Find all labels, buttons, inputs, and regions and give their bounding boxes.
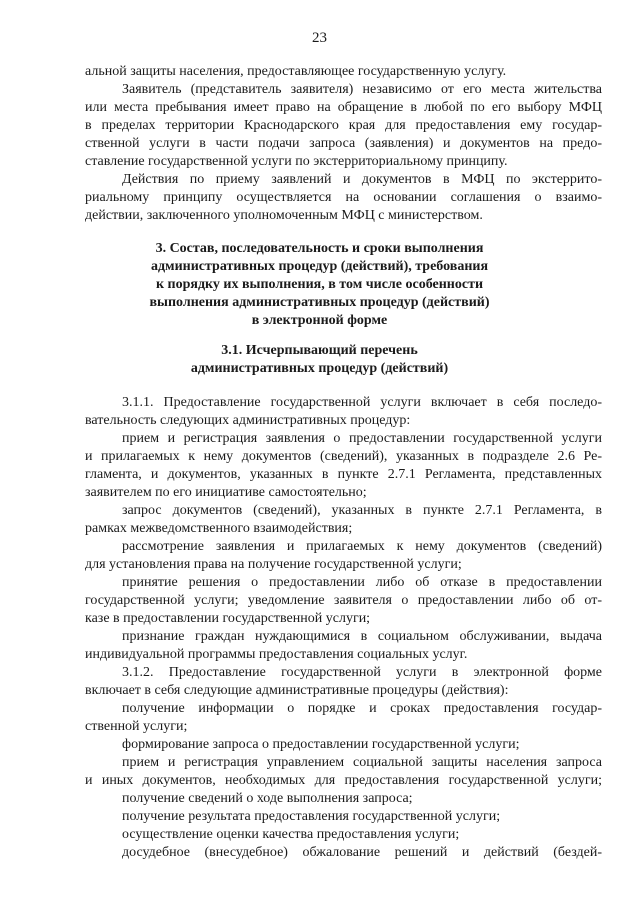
page-number: 23 xyxy=(312,30,327,46)
section-heading: в электронной форме xyxy=(251,313,388,328)
text-line: индивидуальной программы предоставления социальных услуг. xyxy=(85,647,468,662)
text-line: прием и регистрация управлением социальной защиты населения запроса xyxy=(122,755,602,770)
text-line: прием и регистрация заявления о предоставлении государственной услуги xyxy=(122,431,602,446)
section-heading: к порядку их выполнения, в том числе особенности xyxy=(155,277,484,292)
section-heading: 3. Состав, последовательность и сроки выполнения xyxy=(155,241,484,256)
section-heading: административных процедур (действий), требования xyxy=(150,259,489,274)
text-line: и иных документов, необходимых для предоставления государственной услуги; xyxy=(85,773,602,788)
text-line: риальному принципу осуществляется на основании соглашения о взаимо- xyxy=(85,190,602,205)
text-line: для установления права на получение государственной услуги; xyxy=(85,557,462,572)
text-line: формирование запроса о предоставлении государственной услуги; xyxy=(122,737,520,752)
text-line: ственной услуги в части подачи запроса (заявления) и документов на предо- xyxy=(85,136,602,151)
text-line: ственной услуги; xyxy=(85,719,188,734)
text-line: альной защиты населения, предоставляющее государственную услугу. xyxy=(85,64,507,79)
text-line: принятие решения о предоставлении либо об отказе в предоставлении xyxy=(122,575,602,590)
text-line: Заявитель (представитель заявителя) независимо от его места жительства xyxy=(122,82,602,97)
text-line: действии, заключенного уполномоченным МФЦ с министерством. xyxy=(85,208,483,223)
text-line: или места пребывания имеет право на обращение в любой по его выбору МФЦ xyxy=(85,100,602,115)
text-line: получение информации о порядке и сроках предоставления государ- xyxy=(122,701,602,716)
text-line: рассмотрение заявления и прилагаемых к нему документов (сведений) xyxy=(122,539,602,554)
text-line: Действия по приему заявлений и документов в МФЦ по экстеррито- xyxy=(122,172,602,187)
text-line: 3.1.2. Предоставление государственной услуги в электронной форме xyxy=(122,665,602,680)
text-line: государственной услуги; уведомление заявителя о предоставлении либо об от- xyxy=(85,593,602,608)
section-heading: выполнения административных процедур (действий) xyxy=(149,295,490,310)
text-line: вательность следующих административных процедур: xyxy=(85,413,411,428)
text-line: заявителем по его инициативе самостоятельно; xyxy=(85,485,367,500)
text-line: получение результата предоставления государственной услуги; xyxy=(122,809,501,824)
text-line: 3.1.1. Предоставление государственной услуги включает в себя последо- xyxy=(122,395,602,410)
text-line: включает в себя следующие административные процедуры (действия): xyxy=(85,683,509,698)
text-line: осуществление оценки качества предоставления услуги; xyxy=(122,827,460,842)
text-line: рамках межведомственного взаимодействия; xyxy=(85,521,353,536)
text-line: ставление государственной услуги по экстерриториальному принципу. xyxy=(85,154,508,169)
text-line: получение сведений о ходе выполнения запроса; xyxy=(122,791,413,806)
text-line: и прилагаемых к нему документов (сведений), указанных в подразделе 2.6 Ре- xyxy=(85,449,602,464)
text-line: признание граждан нуждающимися в социальном обслуживании, выдача xyxy=(122,629,602,644)
text-line: в пределах территории Краснодарского края для предоставления ему государ- xyxy=(85,118,602,133)
text-line: запрос документов (сведений), указанных в пункте 2.7.1 Регламента, в xyxy=(122,503,602,518)
text-line: гламента, и документов, указанных в пункте 2.7.1 Регламента, представленных xyxy=(85,467,602,482)
subsection-heading: административных процедур (действий) xyxy=(190,361,449,376)
text-line: казе в предоставлении государственной услуги; xyxy=(85,611,371,626)
subsection-heading: 3.1. Исчерпывающий перечень xyxy=(221,343,418,358)
text-line: досудебное (внесудебное) обжалование решений и действий (бездей- xyxy=(122,845,602,860)
